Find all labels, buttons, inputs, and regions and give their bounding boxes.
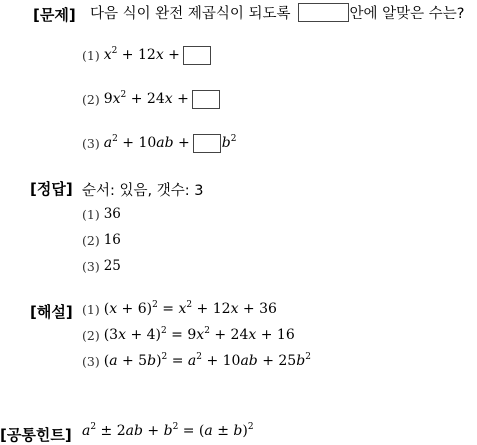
answer-item-2 [82,232,121,248]
item-expression: $a^2 + 10ab$ + [103,134,190,151]
explanation-expression: $(a + 5b)^2 = a^2 + 10ab + 25b^2$ [103,352,311,369]
explanation-expression: $(x + 6)^2 = x^2 + 12x + 36$ [103,300,277,317]
item-expression: $x^2 + 12x$ + [103,46,180,63]
problem-item-2 [82,89,220,109]
explanation-item-3 [82,353,311,369]
explanation-number: (1) [82,301,100,317]
answer-summary: 순서: 있음, 갯수: 3 [82,183,204,199]
answer-label: [정답] [30,180,73,198]
hint-label: [공통힌트] [0,426,72,444]
problem-question [90,2,465,22]
question-text-after: 안에 알맞은 수는? [349,5,465,22]
problem-item-1 [82,45,211,65]
item-number: (2) [82,91,100,107]
answer-number: (1) [82,206,100,222]
explanation-label: [해설] [30,303,73,321]
explanation-number: (2) [82,327,100,343]
explanation-item-2 [82,327,295,343]
problem-item-3 [82,133,236,153]
item-number: (1) [82,47,100,63]
blank-box [183,46,211,65]
item-number: (3) [82,135,100,151]
hint-formula: $a^2 \pm 2ab + b^2 = (a \pm b)^2$ [82,422,254,439]
item-expression: $9x^2 + 24x$ + [103,90,189,107]
explanation-item-1 [82,301,277,317]
blank-box [298,3,349,22]
answer-number: (3) [82,258,100,274]
answer-number: (2) [82,232,100,248]
explanation-expression: $(3x + 4)^2 = 9x^2 + 24x + 16$ [103,326,295,343]
explanation-number: (3) [82,353,100,369]
answer-item-1 [82,206,121,222]
problem-label: [문제] [33,6,76,24]
answer-item-3 [82,258,121,274]
blank-box [193,134,221,153]
item-suffix: $b^2$ [221,134,237,151]
answer-value: 25 [103,258,121,274]
question-text-before: 다음 식이 완전 제곱식이 되도록 [90,5,291,22]
answer-value: 16 [103,232,121,248]
blank-box [192,90,220,109]
answer-value: 36 [103,206,121,222]
